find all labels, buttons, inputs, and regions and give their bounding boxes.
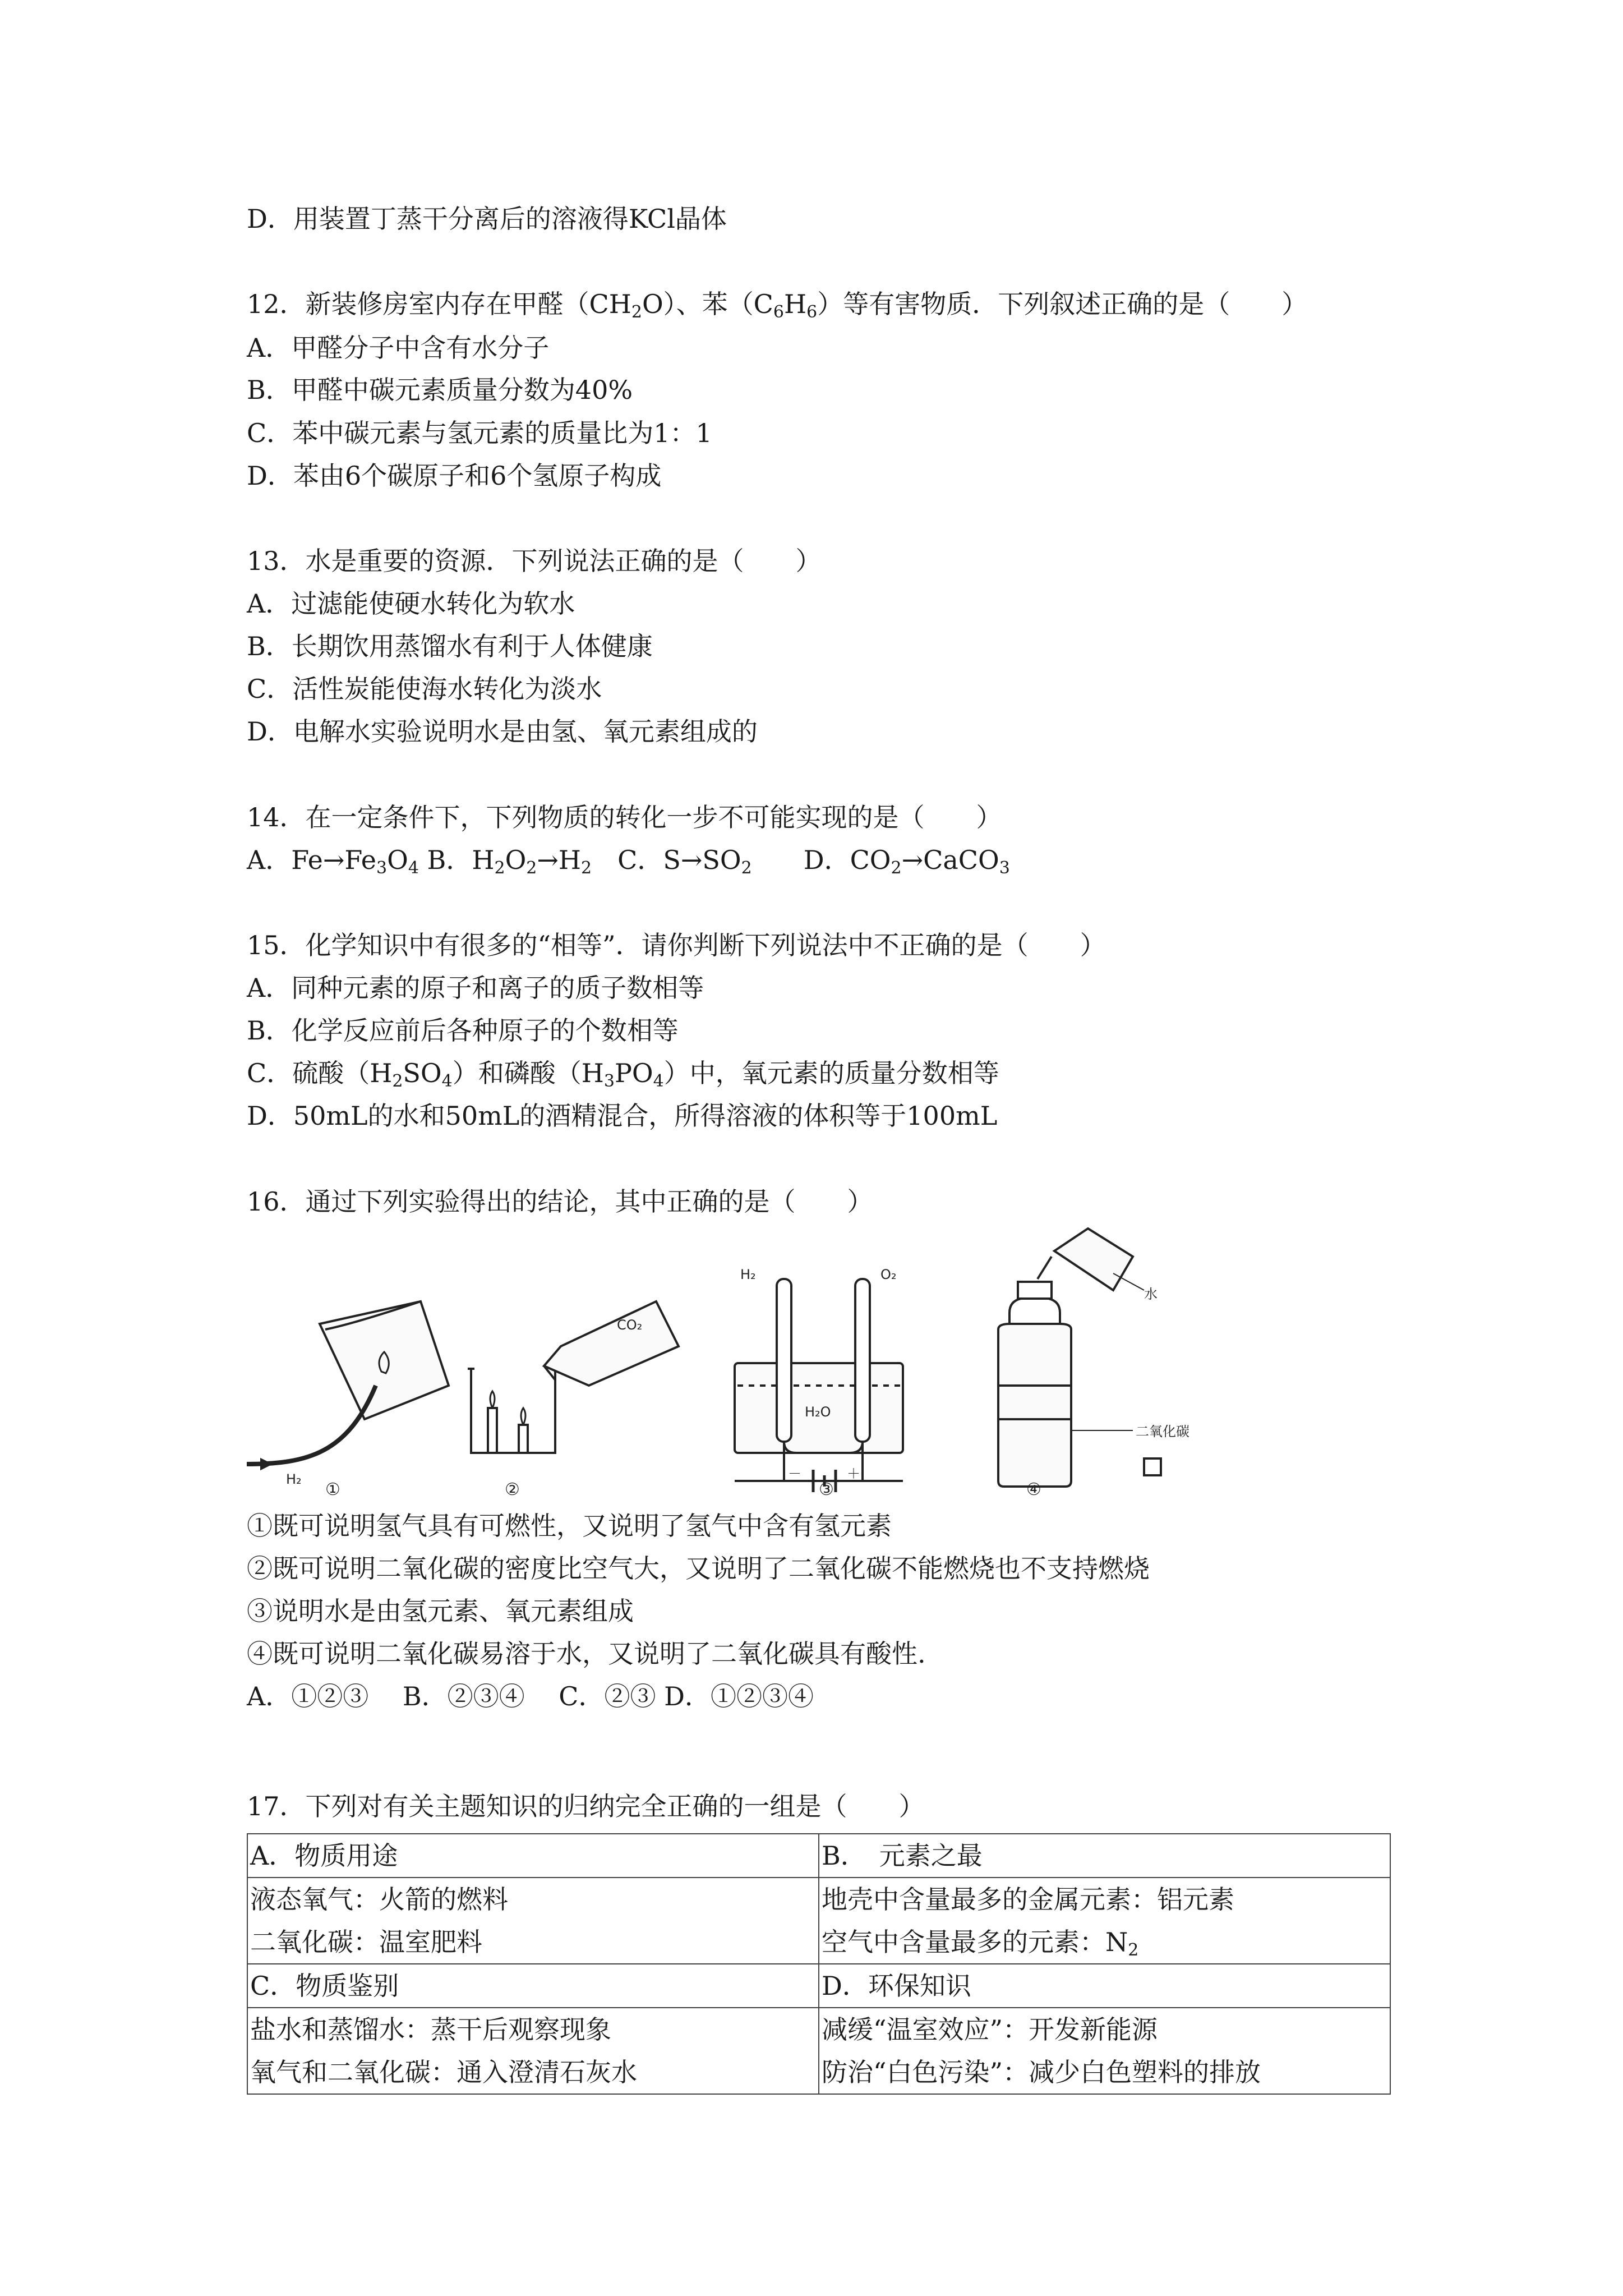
q17-d-line-1: 减缓“温室效应”：开发新能源 — [822, 2014, 1158, 2045]
q12-sub-6b: 6 — [806, 302, 818, 322]
q12-sub-6a: 6 — [773, 302, 784, 322]
fig-water-label: 水 — [1144, 1286, 1158, 1302]
fig-number-1: ① — [325, 1480, 340, 1498]
q12-stem-c: H — [783, 289, 807, 319]
q15-c3: ）和磷酸（H — [452, 1058, 604, 1088]
q14-options — [247, 843, 1010, 877]
q13-option-c: C．活性炭能使海水转化为淡水 — [247, 674, 602, 704]
q17-a-line-2: 二氧化碳：温室肥料 — [250, 1927, 482, 1957]
q14-b-s2a: 2 — [494, 858, 505, 878]
q14-b3: →H — [537, 845, 582, 875]
q17-b-line-1: 地壳中含量最多的金属元素：铝元素 — [822, 1884, 1234, 1915]
q17-d-line-2: 防治“白色污染”：减少白色塑料的排放 — [822, 2057, 1261, 2087]
q17-stem: 17．下列对有关主题知识的归纳完全正确的一组是（ ） — [247, 1791, 925, 1821]
fig-co2-bottle-label: 二氧化碳 — [1136, 1424, 1189, 1439]
q14-d1: D．CO — [751, 845, 891, 875]
q17-b-line-2 — [822, 1921, 1387, 1963]
q17-a-line-1: 液态氧气：火箭的燃料 — [250, 1884, 508, 1915]
q12-stem — [247, 287, 1307, 321]
q13-option-b: B．长期饮用蒸馏水有利于人体健康 — [247, 631, 653, 661]
q14-c-s2: 2 — [741, 858, 752, 878]
q14-a1: A．Fe→Fe — [247, 845, 377, 875]
q15-stem: 15．化学知识中有很多的“相等”．请你判断下列说法中不正确的是（ ） — [247, 930, 1106, 960]
q17-cell-c-head: C．物质鉴别 — [247, 1964, 819, 2008]
experiment-4-co2-bottle — [998, 1228, 1161, 1487]
q14-stem: 14．在一定条件下，下列物质的转化一步不可能实现的是（ ） — [247, 802, 1002, 832]
q12-option-d: D．苯由6个碳原子和6个氢原子构成 — [247, 461, 662, 491]
q16-statement-2: ②既可说明二氧化碳的密度比空气大，又说明了二氧化碳不能燃烧也不支持燃烧 — [247, 1553, 1150, 1584]
q14-d2: →CaCO — [901, 845, 999, 875]
q15-c-s4b: 4 — [653, 1071, 664, 1091]
fig-plus-label: ＋ — [847, 1466, 860, 1481]
experiment-2-co2-pouring — [468, 1301, 679, 1453]
q15-option-c — [247, 1056, 999, 1090]
q17-cell-d-body — [819, 2008, 1390, 2094]
q14-d-s2: 2 — [891, 858, 902, 878]
q17-cell-c-body — [247, 2008, 819, 2094]
q15-option-d: D．50mL的水和50mL的酒精混合，所得溶液的体积等于100mL — [247, 1101, 998, 1131]
table-row — [247, 2008, 1390, 2094]
q12-sub-2: 2 — [631, 302, 642, 322]
q17-table — [247, 1833, 1391, 2095]
q15-option-a: A．同种元素的原子和离子的质子数相等 — [247, 973, 704, 1003]
q15-c2: SO — [403, 1058, 442, 1088]
q12-stem-b: O）、苯（C — [642, 289, 773, 319]
q12-option-a: A．甲醛分子中含有水分子 — [247, 333, 550, 363]
q17-cell-a-head: A．物质用途 — [247, 1834, 819, 1878]
fig-number-2: ② — [505, 1480, 520, 1498]
q14-a2: O — [387, 845, 408, 875]
q16-stem: 16．通过下列实验得出的结论，其中正确的是（ ） — [247, 1186, 873, 1217]
q17-cell-b-body — [819, 1878, 1390, 1964]
q17-b-line-2-sub: 2 — [1128, 1940, 1139, 1960]
q15-option-b: B．化学反应前后各种原子的个数相等 — [247, 1015, 679, 1046]
q17-b-line-2-text: 空气中含量最多的元素：N — [822, 1927, 1128, 1957]
fig-h2-label: H₂ — [286, 1471, 302, 1487]
q15-c-s3: 3 — [603, 1071, 615, 1091]
q16-statement-4: ④既可说明二氧化碳易溶于水，又说明了二氧化碳具有酸性. — [247, 1639, 926, 1669]
q14-a-s4: 4 — [408, 858, 419, 878]
q12-stem-d: ）等有害物质．下列叙述正确的是（ ） — [817, 289, 1308, 319]
q16-statement-3: ③说明水是由氢元素、氧元素组成 — [247, 1596, 634, 1626]
q17-cell-b-head: B． 元素之最 — [819, 1834, 1390, 1878]
table-row — [247, 1964, 1390, 2008]
q14-b2: O — [505, 845, 527, 875]
q11-option-d: D．用装置丁蒸干分离后的溶液得KCl晶体 — [247, 204, 727, 234]
q16-options: A．①②③ B．②③④ C．②③ D．①②③④ — [247, 1681, 814, 1711]
q12-option-c: C．苯中碳元素与氢元素的质量比为1：1 — [247, 418, 712, 448]
fig-h2o-label: H₂O — [805, 1404, 831, 1420]
experiment-1-h2-burning — [247, 1301, 449, 1469]
q15-c1: C．硫酸（H — [247, 1058, 393, 1088]
q12-stem-a: 12．新装修房室内存在甲醛（CH — [247, 289, 631, 319]
q15-c5: ）中，氧元素的质量分数相等 — [663, 1058, 999, 1088]
q14-a-s3: 3 — [376, 858, 388, 878]
q15-c-s4a: 4 — [441, 1071, 453, 1091]
q13-stem: 13．水是重要的资源．下列说法正确的是（ ） — [247, 546, 822, 576]
q17-c-line-2: 氧气和二氧化碳：通入澄清石灰水 — [250, 2057, 637, 2087]
fig-co2-label: CO₂ — [617, 1317, 643, 1333]
fig-number-3: ③ — [819, 1480, 834, 1498]
q14-b1: B．H — [418, 845, 495, 875]
q13-option-d: D．电解水实验说明水是由氢、氧元素组成的 — [247, 716, 758, 747]
q14-b-s2b: 2 — [526, 858, 537, 878]
q16-statement-1: ①既可说明氢气具有可燃性，又说明了氢气中含有氢元素 — [247, 1511, 892, 1541]
fig-h2-tube-label: H₂ — [740, 1267, 756, 1282]
table-row — [247, 1834, 1390, 1878]
q15-c4: PO — [614, 1058, 653, 1088]
q16-experiment-figure — [241, 1217, 1357, 1498]
experiment-3-electrolysis — [735, 1279, 903, 1492]
table-row — [247, 1878, 1390, 1964]
fig-o2-tube-label: O₂ — [880, 1267, 897, 1282]
q15-c-s2: 2 — [392, 1071, 403, 1091]
fig-minus-label: － — [788, 1466, 801, 1481]
fig-number-4: ④ — [1026, 1480, 1041, 1498]
q17-cell-d-head: D．环保知识 — [819, 1964, 1390, 2008]
q17-c-line-1: 盐水和蒸馏水：蒸干后观察现象 — [250, 2014, 611, 2045]
q12-option-b: B．甲醛中碳元素质量分数为40% — [247, 375, 633, 405]
q17-cell-a-body — [247, 1878, 819, 1964]
q14-c1: C．S→SO — [592, 845, 741, 875]
q14-d-s3: 3 — [999, 858, 1010, 878]
q13-option-a: A．过滤能使硬水转化为软水 — [247, 588, 575, 619]
q14-b-s2c: 2 — [581, 858, 592, 878]
